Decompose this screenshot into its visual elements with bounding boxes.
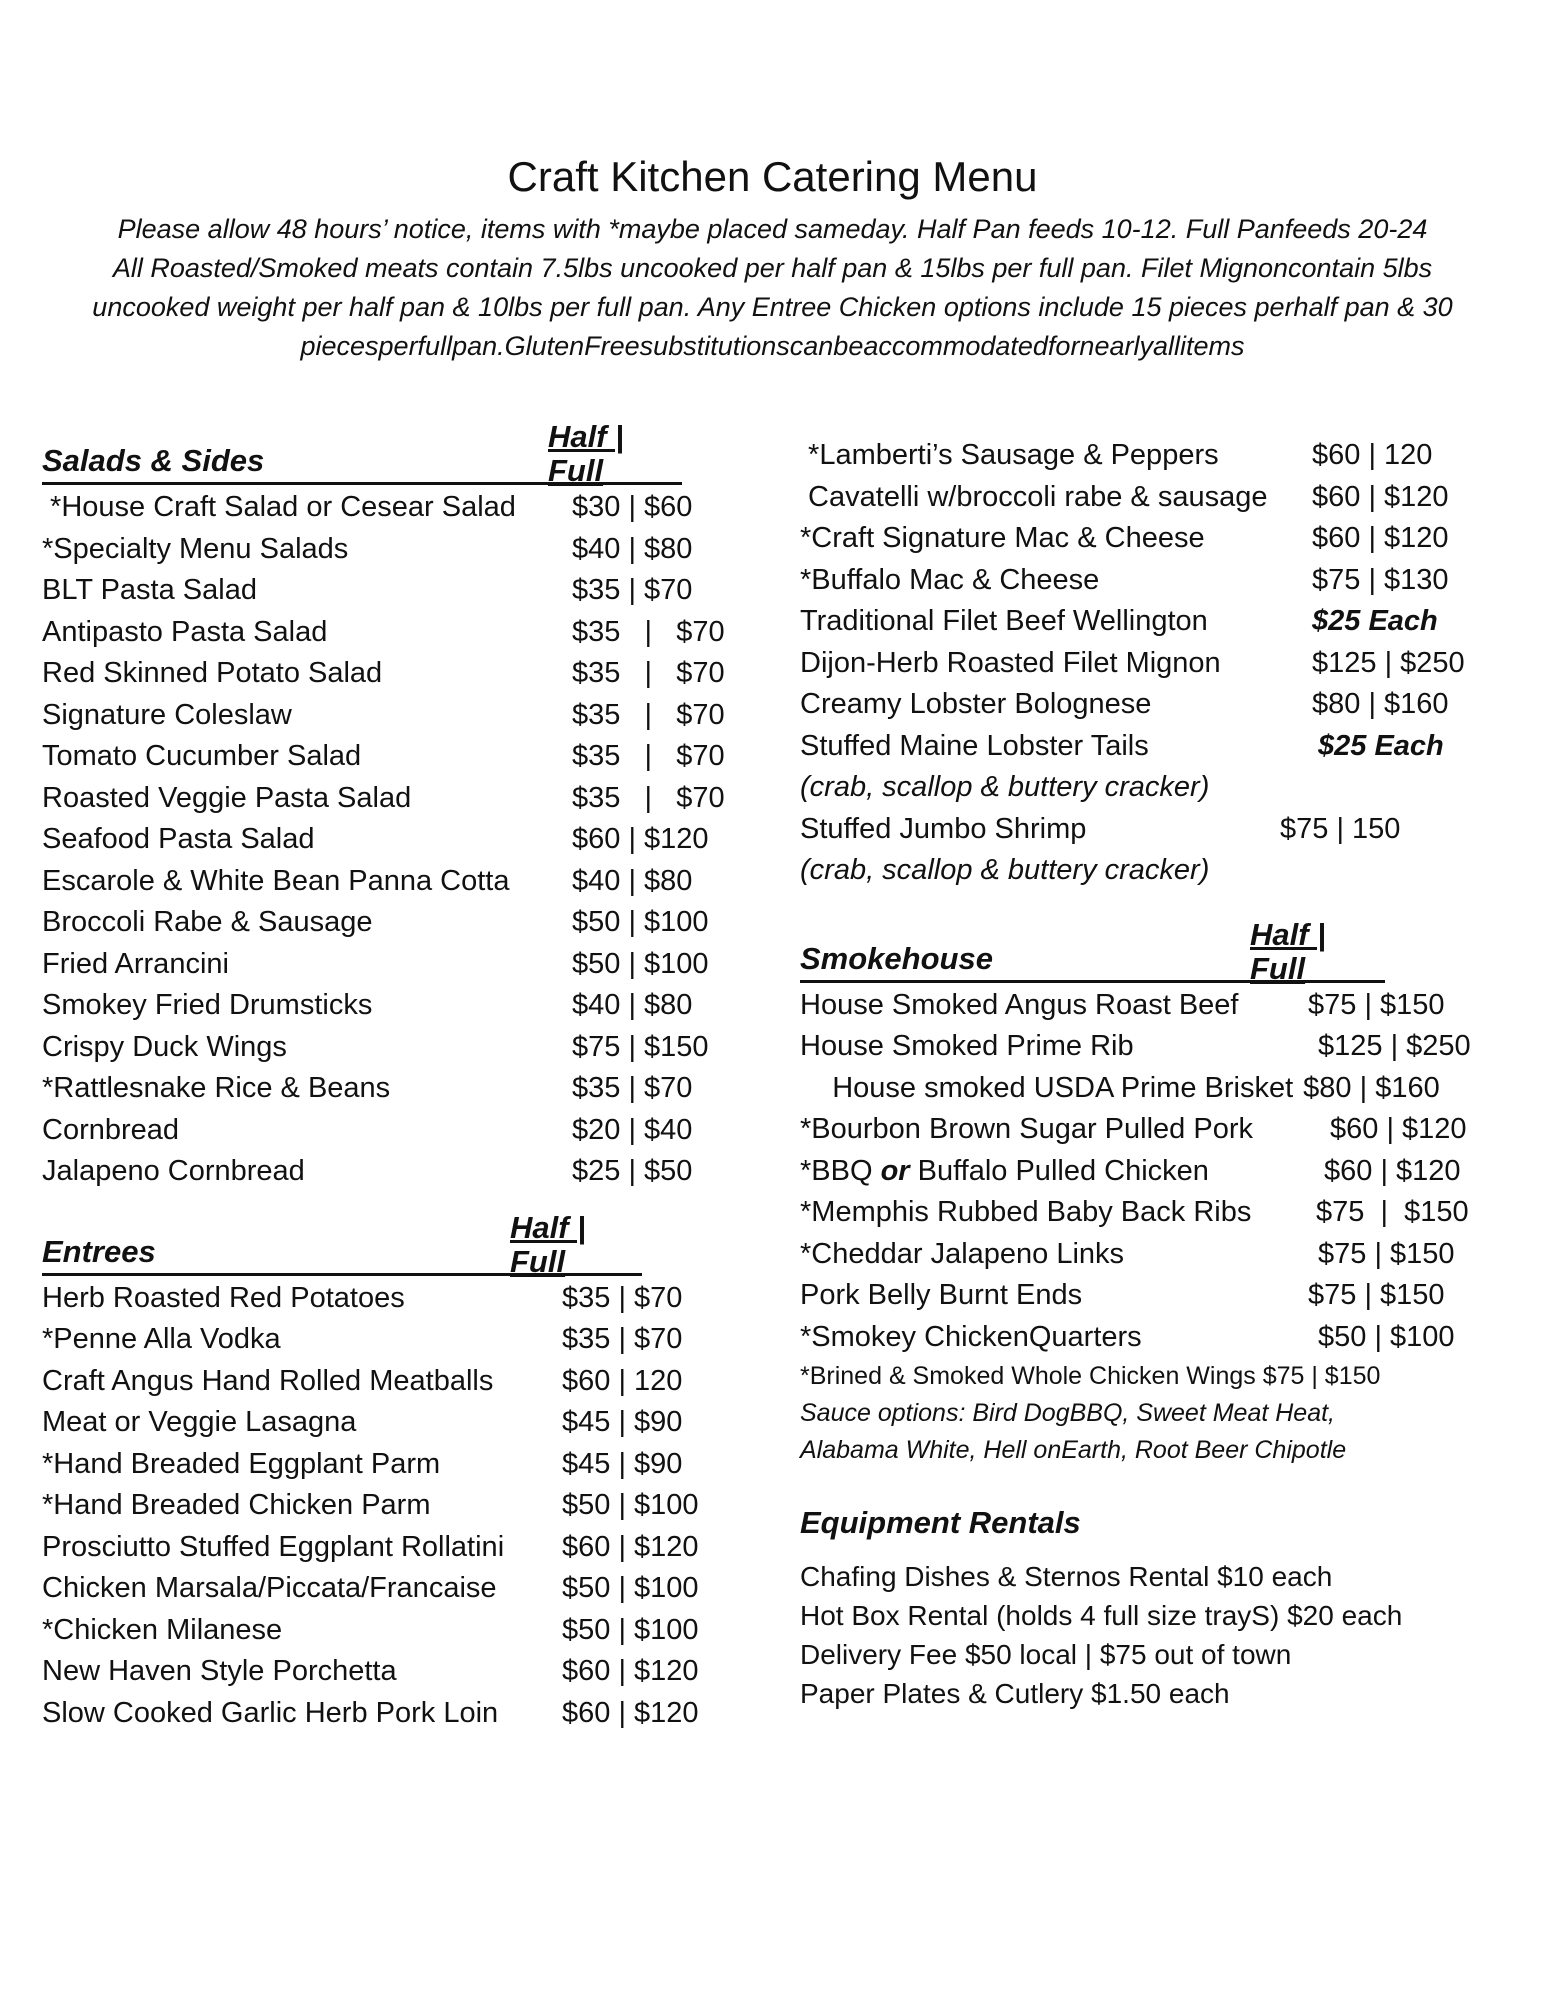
- sauce-line: Sauce options: Bird DogBBQ, Sweet Meat Heat,: [800, 1399, 1335, 1427]
- menu-item-price: $60 | 120: [1312, 439, 1433, 471]
- menu-item-price: $20 | $40: [572, 1113, 693, 1146]
- menu-item-price: $60 | 120: [562, 1364, 683, 1397]
- menu-item-name: Signature Coleslaw: [42, 698, 292, 731]
- menu-item: [800, 518, 1500, 560]
- menu-item-price: $35 | $70: [572, 781, 725, 814]
- menu-item-price: $75 | $150: [1308, 988, 1445, 1021]
- menu-item-name: Roasted Veggie Pasta Salad: [42, 781, 412, 814]
- menu-item-price: $30 | $60: [572, 491, 693, 523]
- menu-item: [800, 643, 1500, 685]
- entrees-half-full: Half | Full: [510, 1209, 586, 1279]
- menu-item: [42, 1361, 752, 1403]
- sauce-line: Alabama White, Hell onEarth, Root Beer Chipotle: [800, 1436, 1347, 1464]
- menu-item: [42, 985, 752, 1027]
- menu-item: [800, 684, 1500, 726]
- menu-item-name: House Smoked Prime Rib: [800, 1030, 1134, 1062]
- menu-item: [800, 1109, 1500, 1151]
- menu-item-name: Crispy Duck Wings: [42, 1030, 287, 1063]
- menu-item: [800, 560, 1500, 602]
- menu-item-name: Prosciutto Stuffed Eggplant Rollatini: [42, 1530, 505, 1563]
- menu-item: [800, 1151, 1500, 1193]
- menu-item-name: Cavatelli w/broccoli rabe & sausage: [800, 480, 1268, 513]
- menu-item: [800, 1192, 1500, 1234]
- menu-item: [42, 1278, 752, 1320]
- equipment-item: Paper Plates & Cutlery $1.50 each: [800, 1678, 1230, 1709]
- menu-item: [42, 778, 752, 820]
- menu-item-name: *Bourbon Brown Sugar Pulled Pork: [800, 1113, 1253, 1145]
- menu-item-price: $35 | $70: [572, 657, 725, 689]
- menu-item-name: Creamy Lobster Bolognese: [800, 688, 1152, 720]
- menu-item: [800, 726, 1500, 768]
- equipment-item: Chafing Dishes & Sternos Rental $10 each: [800, 1561, 1333, 1592]
- menu-item-name: Chicken Marsala/Piccata/Francaise: [42, 1572, 497, 1604]
- menu-item: [800, 1234, 1500, 1276]
- salads-header: [42, 419, 682, 488]
- menu-item-name: Dijon-Herb Roasted Filet Mignon: [800, 646, 1221, 679]
- menu-item-price: $35 | $70: [562, 1323, 683, 1355]
- menu-item-price: $125 | $250: [1312, 646, 1465, 679]
- menu-item-price: $25 | $50: [572, 1155, 693, 1187]
- menu-item-name: *Specialty Menu Salads: [42, 532, 349, 565]
- menu-item-price: $50 | $100: [562, 1489, 699, 1521]
- menu-item-price: $25 Each: [1312, 605, 1438, 637]
- menu-item-price: $50 | $100: [572, 906, 709, 938]
- menu-item-price: $60 | $120: [572, 823, 709, 855]
- menu-item: [800, 1275, 1500, 1317]
- menu-item-name: Smokey Fried Drumsticks: [42, 989, 373, 1021]
- menu-item: [42, 902, 752, 944]
- menu-item-name: Meat or Veggie Lasagna: [42, 1406, 357, 1438]
- menu-item-name: House Smoked Angus Roast Beef: [800, 988, 1239, 1021]
- menu-item: [42, 819, 752, 861]
- left-column: [42, 419, 752, 1734]
- menu-item-name: BLT Pasta Salad: [42, 574, 257, 606]
- salads-list: [42, 487, 752, 1193]
- menu-item-name-part: *BBQ: [800, 1154, 881, 1187]
- menu-item-name: Traditional Filet Beef Wellington: [800, 605, 1208, 637]
- wings-line: *Brined & Smoked Whole Chicken Wings $75 | $150: [800, 1362, 1381, 1390]
- menu-item-name: Stuffed Jumbo Shrimp: [800, 812, 1087, 845]
- menu-item: [42, 1027, 752, 1069]
- menu-item-price: $40 | $80: [572, 989, 693, 1021]
- menu-item-name: Cornbread: [42, 1113, 180, 1146]
- menu-item-price: $25 Each: [1318, 729, 1444, 762]
- menu-item: [42, 1068, 752, 1110]
- menu-item-price: $60 | $120: [1324, 1154, 1461, 1187]
- intro-line: All Roasted/Smoked meats contain 7.5lbs uncooked per half pan & 15lbs per full pan. Filet Mignoncontain 5lbs: [112, 253, 1433, 283]
- menu-item: [800, 1068, 1500, 1110]
- menu-item-name: *Chicken Milanese: [42, 1613, 283, 1646]
- menu-item-price: $60 | $120: [562, 1530, 699, 1563]
- menu-item: [42, 695, 752, 737]
- menu-item: [800, 809, 1500, 851]
- salads-half-full: Half | Full: [548, 419, 624, 488]
- menu-item-name: Herb Roasted Red Potatoes: [42, 1281, 405, 1314]
- menu-item: [42, 1402, 752, 1444]
- menu-item-price: $60 | $120: [1330, 1113, 1467, 1145]
- menu-item-price: $75 | $150: [1308, 1279, 1445, 1311]
- menu-item: [800, 601, 1500, 643]
- menu-item: [42, 736, 752, 778]
- entrees-list: [42, 1278, 752, 1735]
- smokehouse-half-full: Half | Full: [1250, 916, 1326, 986]
- menu-item-name: House smoked USDA Prime Brisket: [800, 1071, 1294, 1104]
- menu-item: [42, 1319, 752, 1361]
- menu-item-price: $50 | $100: [562, 1613, 699, 1646]
- menu-item-price: $75 | 150: [1280, 812, 1401, 845]
- menu-item: [800, 477, 1500, 519]
- menu-item: [42, 1110, 752, 1152]
- menu-item-name: Broccoli Rabe & Sausage: [42, 906, 373, 938]
- menu-item-price: $40 | $80: [572, 532, 693, 565]
- menu-item-name: *Cheddar Jalapeno Links: [800, 1237, 1125, 1270]
- menu-item-name: Tomato Cucumber Salad: [42, 740, 362, 772]
- menu-item-price: $35 | $70: [572, 574, 693, 606]
- intro-notice: [40, 210, 1505, 366]
- menu-item-price: $60 | $120: [1312, 522, 1449, 554]
- menu-item: [42, 653, 752, 695]
- menu-item-name: Escarole & White Bean Panna Cotta: [42, 864, 510, 897]
- menu-item-name: Pork Belly Burnt Ends: [800, 1279, 1083, 1311]
- salads-title: Salads & Sides: [42, 443, 265, 478]
- menu-item: [42, 1693, 752, 1735]
- menu-item-name: New Haven Style Porchetta: [42, 1655, 397, 1687]
- menu-item: [42, 1527, 752, 1569]
- menu-item-name: Fried Arrancini: [42, 947, 229, 980]
- menu-item: [42, 944, 752, 986]
- menu-item: [800, 435, 1500, 477]
- menu-item-name: Jalapeno Cornbread: [42, 1155, 305, 1187]
- intro-line: piecesperfullpan.GlutenFreesubstitutionscanbeaccommodatedfornearlyallitems: [300, 331, 1245, 361]
- shrimp-note: (crab, scallop & buttery cracker): [800, 854, 1210, 886]
- equipment-item: Hot Box Rental (holds 4 full size trayS) $20 each: [800, 1600, 1403, 1631]
- menu-item: [42, 529, 752, 571]
- menu-item-name: *House Craft Salad or Cesear Salad: [42, 491, 516, 523]
- menu-item: [42, 1610, 752, 1652]
- menu-item-price: $35 | $70: [562, 1281, 683, 1314]
- menu-item-name: Seafood Pasta Salad: [42, 823, 315, 855]
- menu-item-name: Slow Cooked Garlic Herb Pork Loin: [42, 1696, 499, 1729]
- equipment-title: Equipment Rentals: [800, 1505, 1081, 1540]
- menu-item: [42, 570, 752, 612]
- menu-item-price: $35 | $70: [572, 740, 725, 772]
- menu-item-price: $60 | $120: [1312, 480, 1449, 513]
- menu-item-price: $75 | $150: [1318, 1237, 1455, 1270]
- menu-item-name-or: or: [880, 1154, 910, 1187]
- menu-item-price: $50 | $100: [562, 1572, 699, 1604]
- menu-item-price: $45 | $90: [562, 1406, 683, 1438]
- menu-item: [42, 1651, 752, 1693]
- menu-item-price: $40 | $80: [572, 864, 693, 897]
- menu-item-name: Craft Angus Hand Rolled Meatballs: [42, 1364, 494, 1397]
- menu-item-price: $60 | $120: [562, 1696, 699, 1729]
- menu-item: [42, 1444, 752, 1486]
- menu-item: [800, 1317, 1500, 1359]
- menu-item-name: *Hand Breaded Chicken Parm: [42, 1489, 431, 1521]
- menu-item: [800, 1026, 1500, 1068]
- menu-item-name: Stuffed Maine Lobster Tails: [800, 729, 1149, 762]
- menu-item-name: *Memphis Rubbed Baby Back Ribs: [800, 1196, 1252, 1228]
- menu-item-name-part: Buffalo Pulled Chicken: [909, 1154, 1209, 1187]
- menu-item-name: *Buffalo Mac & Cheese: [800, 563, 1100, 596]
- menu-item-name: *Hand Breaded Eggplant Parm: [42, 1447, 441, 1480]
- menu-item: [42, 1485, 752, 1527]
- lobster-note: (crab, scallop & buttery cracker): [800, 771, 1210, 803]
- menu-item-price: $125 | $250: [1318, 1030, 1471, 1062]
- menu-item: [42, 487, 752, 529]
- menu-item-name: *Craft Signature Mac & Cheese: [800, 522, 1205, 554]
- menu-item: [800, 985, 1500, 1027]
- menu-item: [42, 1151, 752, 1193]
- intro-line: uncooked weight per half pan & 10lbs per full pan. Any Entree Chicken options include 15 pieces perhalf pan & 30: [92, 292, 1453, 322]
- intro-line: Please allow 48 hours’ notice, items with *maybe placed sameday. Half Pan feeds 10-12. Full Panfeeds 20-24: [117, 214, 1428, 244]
- menu-item-price: $50 | $100: [1318, 1320, 1455, 1353]
- menu-item-price: $60 | $120: [562, 1655, 699, 1687]
- right-column: [800, 435, 1500, 1713]
- menu-item-name: *Lamberti’s Sausage & Peppers: [800, 439, 1219, 471]
- menu-item-name: Antipasto Pasta Salad: [42, 615, 328, 648]
- menu-item-name: *Rattlesnake Rice & Beans: [42, 1072, 391, 1104]
- menu-item-price: $35 | $70: [572, 1072, 693, 1104]
- entrees-title: Entrees: [42, 1233, 156, 1269]
- menu-item-price: $75 | $150: [1316, 1196, 1469, 1228]
- menu-item-price: $50 | $100: [572, 947, 709, 980]
- entrees-cont-list-b: [800, 809, 1500, 851]
- menu-item-price: $80 | $160: [1303, 1071, 1440, 1104]
- menu-item-price: $80 | $160: [1312, 688, 1449, 720]
- menu-item-name: [800, 1151, 1209, 1193]
- menu-item: [42, 1568, 752, 1610]
- smokehouse-title: Smokehouse: [800, 940, 993, 976]
- menu-item-name: *Penne Alla Vodka: [42, 1323, 281, 1355]
- menu-item-name: *Smokey ChickenQuarters: [800, 1320, 1142, 1353]
- menu-item-price: $45 | $90: [562, 1447, 683, 1480]
- menu-item: [42, 861, 752, 903]
- entrees-cont-list-a: [800, 435, 1500, 767]
- equipment-item: Delivery Fee $50 local | $75 out of town: [800, 1639, 1292, 1670]
- menu-item-price: $35 | $70: [572, 615, 725, 648]
- entrees-header: [42, 1209, 642, 1279]
- menu-item-price: $75 | $150: [572, 1030, 709, 1063]
- smokehouse-header: [800, 916, 1385, 986]
- menu-item-price: $35 | $70: [572, 698, 725, 731]
- smokehouse-list: [800, 985, 1500, 1359]
- menu-title: Craft Kitchen Catering Menu: [507, 153, 1038, 200]
- menu-item: [42, 612, 752, 654]
- menu-item-name: Red Skinned Potato Salad: [42, 657, 383, 689]
- menu-item-price: $75 | $130: [1312, 563, 1449, 596]
